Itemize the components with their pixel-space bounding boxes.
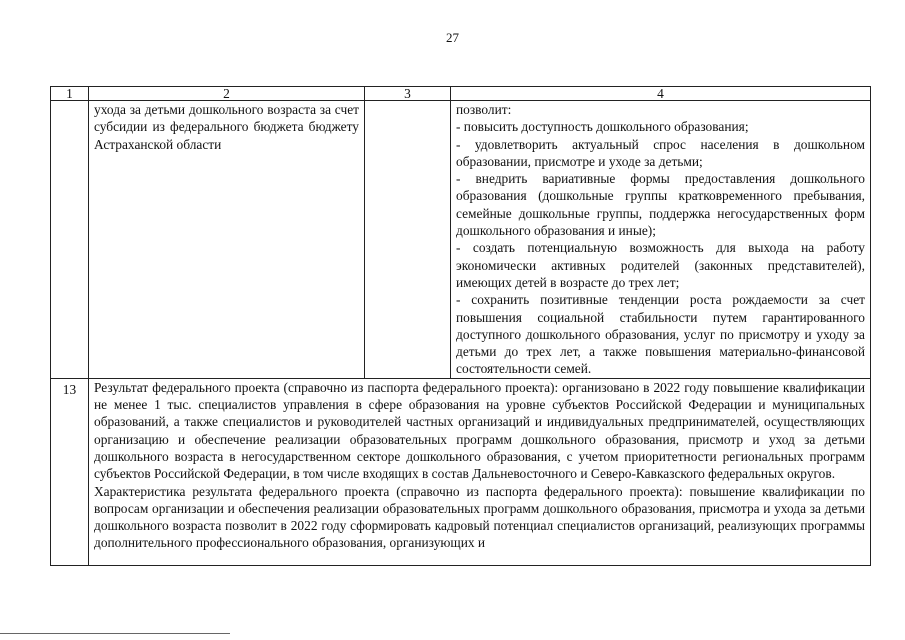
- project-result-characteristic-paragraph: Характеристика результата федерального проекта (справочно из паспорта федерального проекта): повышение квалификации по вопросам организации и обеспечения реализации образовательных программ дошкольного образования, присмотра и ухода за детьми дошкольного возраста позволит в 2022 году сформировать кадровый потенциал специалистов организаций, реализующих программы дополнительного профессионального образования, организующих и: [94, 483, 865, 551]
- header-col-3: 3: [365, 87, 451, 101]
- effects-line: - создать потенциальную возможность для выхода на работу экономически активных родителей (законных представителей), имеющих детей в возрасте до трех лет;: [456, 240, 865, 290]
- table-row: [51, 378, 871, 565]
- page-number: 27: [446, 30, 459, 45]
- row-prev-number: [51, 101, 89, 379]
- header-col-1: 1: [51, 87, 89, 101]
- effects-line: - удовлетворить актуальный спрос населения в дошкольном образовании, присмотре и уходе за детьми;: [456, 136, 865, 169]
- effects-line: - повысить доступность дошкольного образования;: [456, 119, 749, 135]
- project-result-paragraph: Результат федерального проекта (справочно из паспорта федерального проекта): организовано в 2022 году повышение квалификации не менее 1 тыс. специалистов управления в сфере образования на уровне субъектов Российской Федерации и муниципальных образований, а также специалистов и руководителей частных организаций и индивидуальных предпринимателей, осуществляющих организацию и обеспечение реализации образовательных программ дошкольного образования, присмотр и уход за детьми дошкольного возраста в негосударственном секторе дошкольного образования, с учетом приоритетности региональных программ субъектов Российской Федерации, в том числе входящих в состав Дальневосточного и Северо-Кавказского федеральных округов.: [94, 379, 865, 482]
- effects-line: - сохранить позитивные тенденции роста рождаемости за счет повышения социальной стабильности путем гарантированного доступного дошкольного образования, услуг по присмотру и уходу за детьми до трех лет, а также повышения материально-финансовой состоятельности семей.: [456, 292, 865, 377]
- header-col-4: 4: [451, 87, 871, 101]
- effects-line: позволит:: [456, 102, 512, 117]
- row-13-number: 13: [51, 378, 89, 565]
- row-prev-col3: [365, 101, 451, 379]
- table-header-row: [51, 87, 871, 101]
- row-prev-description: ухода за детьми дошкольного возраста за счет субсидии из федерального бюджета бюджету Астраханской области: [89, 101, 365, 379]
- table-row: [51, 101, 871, 379]
- page-edge-line: [0, 633, 230, 634]
- row-prev-effects: [451, 101, 871, 379]
- row-13-content: [89, 378, 871, 565]
- header-col-2: 2: [89, 87, 365, 101]
- document-table: [50, 86, 871, 566]
- effects-line: - внедрить вариативные формы предоставления дошкольного образования (дошкольные группы кратковременного пребывания, семейные дошкольные группы, поддержка негосударственных форм дошкольного образования и иные);: [456, 171, 865, 239]
